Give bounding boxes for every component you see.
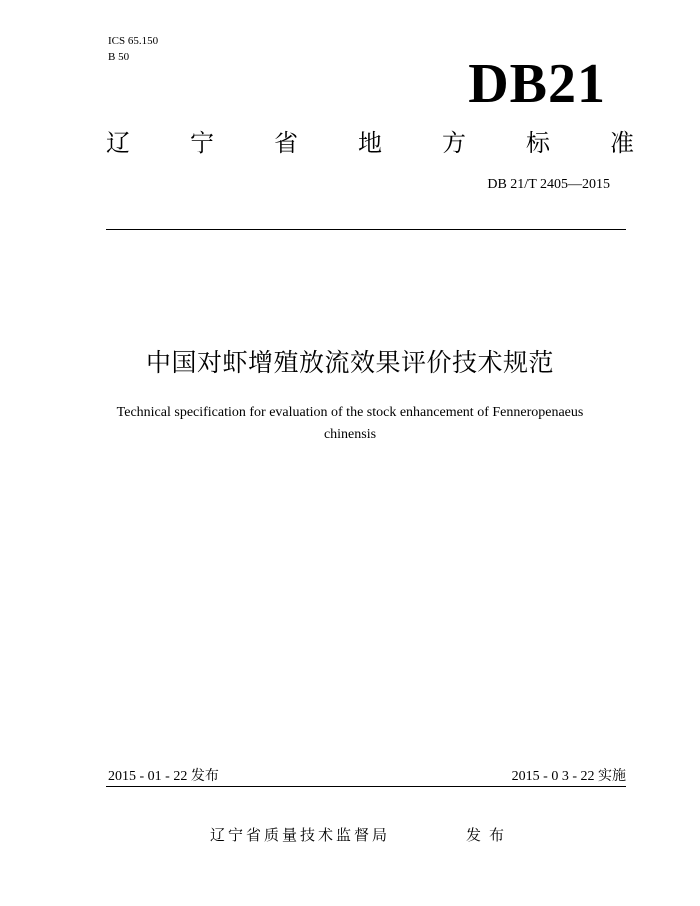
issuing-authority: 辽宁省质量技术监督局 — [210, 826, 391, 844]
heading-char: 省 — [274, 129, 298, 157]
standard-number: DB 21/T 2405—2015 — [487, 177, 610, 192]
heading-char: 准 — [610, 129, 634, 157]
provincial-standard-heading — [106, 128, 634, 158]
implement-date: 2015 - 0 3 - 22 实施 — [511, 769, 626, 784]
classification-code: B 50 — [108, 51, 130, 63]
heading-char: 辽 — [106, 129, 130, 157]
heading-char: 方 — [442, 129, 466, 157]
title-english — [80, 402, 620, 446]
title-english-line-2: chinensis — [323, 427, 377, 442]
heading-char: 标 — [526, 129, 550, 157]
issue-label: 发布 — [466, 826, 513, 844]
standard-code-logo: DB21 — [468, 53, 606, 115]
top-divider — [106, 229, 626, 230]
ics-code: ICS 65.150 — [108, 35, 159, 47]
bottom-divider — [106, 786, 626, 787]
heading-char: 宁 — [190, 129, 214, 157]
title-english-line-1: Technical specification for evaluation of the stock enhancement of Fenneropenaeus — [116, 405, 584, 420]
title-chinese: 中国对虾增殖放流效果评价技术规范 — [145, 348, 554, 377]
publish-date: 2015 - 01 - 22 发布 — [108, 769, 219, 784]
heading-char: 地 — [358, 129, 382, 157]
